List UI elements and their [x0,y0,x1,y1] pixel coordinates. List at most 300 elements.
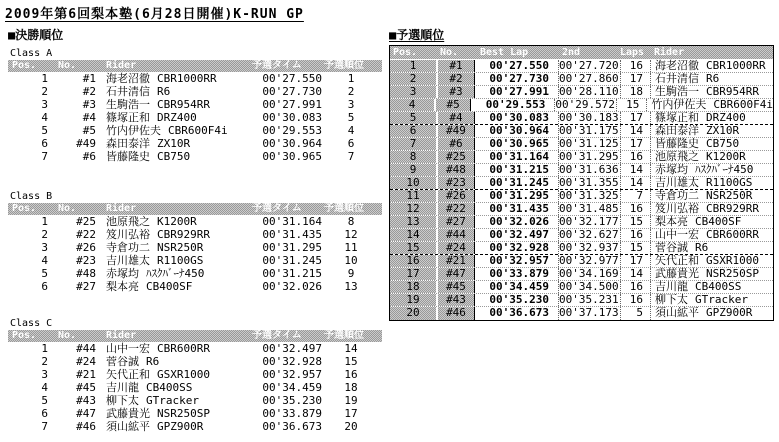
best-lap-cell: 00'31.215 [475,164,559,176]
qualifying-position-cell: 7 [347,150,355,163]
row-body [474,268,773,280]
position-cell: 1 [41,72,48,85]
position-cell: 6 [41,137,48,150]
rider-cell [647,99,773,111]
bike-model: R6 [157,85,171,98]
final-header-row [8,330,382,342]
second-lap-cell: 00'31.485 [559,203,621,215]
rider-cell [100,254,250,267]
column-header-laps: Laps [620,47,645,58]
qualifying-time-cell: 00'31.215 [262,267,322,280]
rider-name: 篠塚正和 [106,111,150,124]
table-row [8,215,382,228]
rider-cell [651,242,773,254]
bike-model: GTracker [146,394,199,407]
rider-name: 赤塚均 [655,163,688,176]
bike-model: R1100GS [706,176,753,189]
position-cell: 9 [390,164,436,176]
laps-cell: 15 [621,242,651,254]
rider-name: 石井清信 [655,72,699,85]
position-cell: 7 [390,138,436,150]
rider-name: 吉川龍 [655,280,688,293]
rider-name: 須山絋平 [655,306,699,319]
rider-cell [100,280,250,293]
bike-number-cell: #49 [76,137,96,150]
rider-cell [100,228,250,241]
second-lap-cell: 00'29.572 [555,99,617,111]
bike-number-cell: #24 [76,355,96,368]
column-header-rider: Rider [106,60,137,71]
bike-number-cell: #48 [438,164,474,176]
bike-number-cell: #5 [436,99,470,111]
position-cell: 14 [390,229,436,241]
row-body [474,307,773,320]
qualifying-time-cell: 00'30.965 [262,150,322,163]
qualifying-header-row [390,46,773,60]
rider-name: 皆藤隆史 [106,150,150,163]
position-cell: 19 [390,294,436,306]
bike-number-cell: #24 [438,242,474,254]
bike-model: R6 [146,355,160,368]
rider-name: 山中一宏 [106,342,150,355]
bike-model: CB400SF [695,215,742,228]
position-cell: 3 [41,241,48,254]
rider-cell [100,85,250,98]
bike-model: CBR600F4i [168,124,228,137]
position-cell: 6 [41,280,48,293]
bike-model: CBR600F4i [713,98,773,111]
bike-number-cell: #3 [82,98,96,111]
rider-cell [651,229,773,241]
rider-name: 赤塚均 [106,267,139,280]
column-header-qual-pos: 予選順位 [324,330,364,341]
table-row [8,280,382,293]
best-lap-cell: 00'33.879 [475,268,559,280]
position-cell: 7 [41,420,48,433]
rider-name: 海老沼徹 [106,72,150,85]
position-cell: 2 [41,228,48,241]
table-row [390,307,773,320]
row-body [474,255,773,267]
best-lap-cell: 00'34.459 [475,281,559,293]
position-cell: 1 [41,215,48,228]
column-header-rider: Rider [106,203,137,214]
second-lap-cell: 00'32.937 [559,242,621,254]
qualifying-time-cell: 00'31.245 [262,254,322,267]
laps-cell: 14 [621,268,651,280]
bike-number-cell: #44 [438,229,474,241]
rider-name: 竹内伊佐夫 [106,124,161,137]
rider-cell [100,72,250,85]
table-row [8,381,382,394]
second-lap-cell: 00'31.636 [559,164,621,176]
bike-number-cell: #43 [438,294,474,306]
rider-cell [100,394,250,407]
table-row [8,124,382,137]
qualifying-position-cell: 15 [344,355,358,368]
bike-model: ZX10R [706,124,740,137]
rider-cell [100,381,250,394]
bike-number-cell: #26 [76,241,96,254]
column-header-pos: Pos. [12,203,37,214]
bike-number-cell: #22 [76,228,96,241]
best-lap-cell: 00'32.928 [475,242,559,254]
qualifying-position-cell: 19 [344,394,358,407]
qualifying-time-cell: 00'30.083 [262,111,322,124]
rider-cell [100,111,250,124]
qualifying-position-cell: 8 [347,215,355,228]
position-cell: 2 [41,355,48,368]
column-header-pos: Pos. [12,330,37,341]
position-cell: 5 [390,112,436,124]
qualifying-table [389,45,774,321]
column-header-2nd: 2nd [562,47,581,58]
rider-name: 笈川弘裕 [106,228,150,241]
table-row [8,420,382,433]
position-cell: 3 [41,98,48,111]
qualifying-time-cell: 00'27.730 [262,85,322,98]
bike-number-cell: #44 [76,342,96,355]
best-lap-cell: 00'32.957 [475,255,559,267]
best-lap-cell: 00'27.991 [475,86,559,98]
rider-name: 梨本亮 [655,215,688,228]
rider-name: 山中一宏 [655,228,699,241]
laps-cell: 18 [621,86,651,98]
rider-name: 寺倉功二 [106,241,150,254]
laps-cell: 17 [621,138,651,150]
table-row [8,150,382,163]
rider-name: 吉川雄太 [106,254,150,267]
rider-name: 菅谷誠 [106,355,139,368]
position-cell: 15 [390,242,436,254]
bike-model: CBR954RR [706,85,759,98]
position-cell: 11 [390,190,436,202]
qualifying-time-cell: 00'32.497 [262,342,322,355]
class-label: Class B [10,191,53,202]
column-header-no: No. [58,203,77,214]
table-row [8,137,382,150]
best-lap-cell: 00'31.295 [475,190,559,202]
bike-model: GPZ900R [157,420,204,433]
position-cell: 4 [41,381,48,394]
row-body [470,99,773,111]
table-row [8,111,382,124]
bike-model: CBR600RR [706,228,759,241]
second-lap-cell: 00'27.720 [559,60,621,72]
laps-cell: 14 [621,164,651,176]
second-lap-cell: 00'32.627 [559,229,621,241]
bike-model: NSR250R [706,189,753,202]
rider-cell [651,268,773,280]
bike-model: CB400SS [695,280,742,293]
rider-cell [651,203,773,215]
best-lap-cell: 00'31.164 [475,151,559,163]
best-lap-cell: 00'27.550 [475,60,559,72]
rider-name: 柳下太 [655,293,688,306]
row-body [474,73,773,85]
final-section-title: ■決勝順位 [8,28,64,42]
position-cell: 3 [390,86,436,98]
second-lap-cell: 00'28.110 [559,86,621,98]
bike-number-cell: #45 [76,381,96,394]
table-row [8,85,382,98]
rider-name: 寺倉功二 [655,189,699,202]
row-body [474,203,773,215]
bike-number-cell: #46 [438,307,474,320]
class-rows [8,342,382,433]
bike-model: ﾊｽｸﾊﾞｰﾅ450 [695,163,754,176]
best-lap-cell: 00'31.245 [475,177,559,189]
bike-model: GPZ900R [706,306,753,319]
best-lap-cell: 00'36.673 [475,307,559,320]
rider-name: 須山絋平 [106,420,150,433]
table-row [8,368,382,381]
table-row [8,267,382,280]
bike-number-cell: #47 [76,407,96,420]
rider-name: 矢代正和 [106,368,150,381]
laps-cell: 17 [621,255,651,267]
laps-cell: 16 [621,60,651,72]
rider-cell [100,98,250,111]
bike-model: K1200R [157,215,197,228]
qualifying-position-cell: 13 [344,280,358,293]
class-rows [8,72,382,163]
column-header-rider: Rider [654,47,685,58]
bike-model: CBR929RR [706,202,759,215]
qualifying-time-cell: 00'33.879 [262,407,322,420]
qualifying-rows [390,60,773,320]
page-title: 2009年第6回梨本塾(6月28日開催)K-RUN GP [5,7,304,22]
rider-name: 森田泰洋 [655,124,699,137]
position-cell: 6 [390,125,436,137]
bike-model: NSR250SP [706,267,759,280]
column-header-qual-time: 予選タイム [252,60,302,71]
bike-number-cell: #1 [438,60,474,72]
qualifying-position-cell: 6 [347,137,355,150]
laps-cell: 16 [621,281,651,293]
row-body [474,60,773,72]
bike-model: CBR1000RR [157,72,217,85]
rider-name: 武藤貴光 [655,267,699,280]
bike-number-cell: #27 [76,280,96,293]
rider-cell [100,355,250,368]
qualifying-time-cell: 00'35.230 [262,394,322,407]
qualifying-time-cell: 00'32.957 [262,368,322,381]
bike-model: R6 [706,72,720,85]
position-cell: 4 [41,111,48,124]
qualifying-time-cell: 00'32.928 [262,355,322,368]
position-cell: 13 [390,216,436,228]
row-body [474,229,773,241]
second-lap-cell: 00'37.173 [559,307,621,320]
final-class-tables [8,47,382,433]
qualifying-time-cell: 00'32.026 [262,280,322,293]
position-cell: 8 [390,151,436,163]
qualifying-position-cell: 4 [347,124,355,137]
class-block [8,190,382,293]
bike-number-cell: #22 [438,203,474,215]
qualifying-time-cell: 00'27.550 [262,72,322,85]
position-cell: 5 [41,267,48,280]
class-label: Class A [10,48,53,59]
class-block [8,47,382,163]
qualifying-position-cell: 2 [347,85,355,98]
bike-model: GSXR1000 [706,254,759,267]
bike-model: CB400SF [146,280,193,293]
qualifying-time-cell: 00'36.673 [262,420,322,433]
rider-cell [651,151,773,163]
bike-number-cell: #5 [82,124,96,137]
second-lap-cell: 00'31.175 [559,125,621,137]
rider-cell [651,177,773,189]
rider-name: 吉川龍 [106,381,139,394]
best-lap-cell: 00'30.083 [475,112,559,124]
rider-name: 矢代正和 [655,254,699,267]
rider-cell [100,267,250,280]
best-lap-cell: 00'29.553 [471,99,555,111]
bike-number-cell: #4 [82,111,96,124]
bike-model: CB400SS [146,381,193,394]
row-body [474,112,773,124]
position-cell: 12 [390,203,436,215]
row-body [474,294,773,306]
final-results-section [8,26,382,433]
laps-cell: 14 [621,177,651,189]
best-lap-cell: 00'30.964 [475,125,559,137]
qualifying-position-cell: 3 [347,98,355,111]
position-cell: 4 [390,99,434,111]
bike-model: GTracker [695,293,748,306]
qualifying-position-cell: 20 [344,420,358,433]
column-header-no: No. [440,47,459,58]
rider-name: 海老沼徹 [655,59,699,72]
row-body [474,138,773,150]
class-label: Class C [10,318,53,329]
laps-cell: 7 [621,190,651,202]
rider-name: 笈川弘裕 [655,202,699,215]
column-header-best-lap: Best Lap [480,47,529,58]
rider-name: 菅谷誠 [655,241,688,254]
best-lap-cell: 00'30.965 [475,138,559,150]
column-header-no: No. [58,330,77,341]
column-header-qual-pos: 予選順位 [324,60,364,71]
qualifying-position-cell: 17 [344,407,358,420]
second-lap-cell: 00'27.860 [559,73,621,85]
bike-model: CB750 [157,150,191,163]
bike-number-cell: #6 [438,138,474,150]
class-block [8,317,382,433]
table-row [8,228,382,241]
laps-cell: 15 [621,216,651,228]
position-cell: 3 [41,368,48,381]
position-cell: 7 [41,150,48,163]
rider-name: 生駒浩一 [655,85,699,98]
position-cell: 18 [390,281,436,293]
position-cell: 2 [390,73,436,85]
column-header-rider: Rider [106,330,137,341]
bike-number-cell: #47 [438,268,474,280]
row-body [474,177,773,189]
position-cell: 6 [41,407,48,420]
rider-name: 柳下太 [106,394,139,407]
bike-model: NSR250R [157,241,204,254]
rider-name: 池原飛之 [655,150,699,163]
second-lap-cell: 00'35.231 [559,294,621,306]
bike-model: R6 [695,241,709,254]
rider-cell [100,420,250,433]
rider-name: 竹内伊佐夫 [651,98,707,111]
best-lap-cell: 00'32.497 [475,229,559,241]
bike-number-cell: #27 [438,216,474,228]
bike-model: CBR600RR [157,342,210,355]
column-header-qual-pos: 予選順位 [324,203,364,214]
qualifying-position-cell: 16 [344,368,358,381]
bike-number-cell: #43 [76,394,96,407]
row-body [474,242,773,254]
rider-cell [651,138,773,150]
bike-number-cell: #21 [438,255,474,267]
column-header-pos: Pos. [12,60,37,71]
bike-model: ZX10R [157,137,191,150]
column-header-qual-time: 予選タイム [252,203,302,214]
table-row [8,394,382,407]
position-cell: 16 [390,255,436,267]
rider-name: 梨本亮 [106,280,139,293]
bike-number-cell: #3 [438,86,474,98]
rider-cell [651,281,773,293]
table-row [8,407,382,420]
qualifying-time-cell: 00'30.964 [262,137,322,150]
bike-model: GSXR1000 [157,368,210,381]
bike-number-cell: #25 [438,151,474,163]
position-cell: 17 [390,268,436,280]
laps-cell: 17 [621,73,651,85]
row-body [474,216,773,228]
rider-cell [100,150,250,163]
position-cell: 20 [390,307,436,320]
rider-name: 森田泰洋 [106,137,150,150]
laps-cell: 16 [621,294,651,306]
best-lap-cell: 00'31.435 [475,203,559,215]
bike-number-cell: #2 [82,85,96,98]
bike-model: DRZ400 [706,111,746,124]
table-row [8,72,382,85]
bike-number-cell: #48 [76,267,96,280]
table-row [8,355,382,368]
row-body [474,164,773,176]
second-lap-cell: 00'32.977 [559,255,621,267]
rider-cell [100,241,250,254]
rider-cell [651,86,773,98]
qualifying-position-cell: 11 [344,241,358,254]
bike-number-cell: #45 [438,281,474,293]
qualifying-position-cell: 10 [344,254,358,267]
bike-number-cell: #25 [76,215,96,228]
row-body [474,281,773,293]
rider-name: 生駒浩一 [106,98,150,111]
bike-model: CBR929RR [157,228,210,241]
rider-name: 石井清信 [106,85,150,98]
bike-model: CB750 [706,137,740,150]
second-lap-cell: 00'31.125 [559,138,621,150]
rider-cell [651,190,773,202]
rider-name: 篠塚正和 [655,111,699,124]
bike-number-cell: #49 [438,125,474,137]
rider-name: 武藤貴光 [106,407,150,420]
qualifying-position-cell: 5 [347,111,355,124]
bike-model: NSR250SP [157,407,210,420]
rider-name: 吉川雄太 [655,176,699,189]
